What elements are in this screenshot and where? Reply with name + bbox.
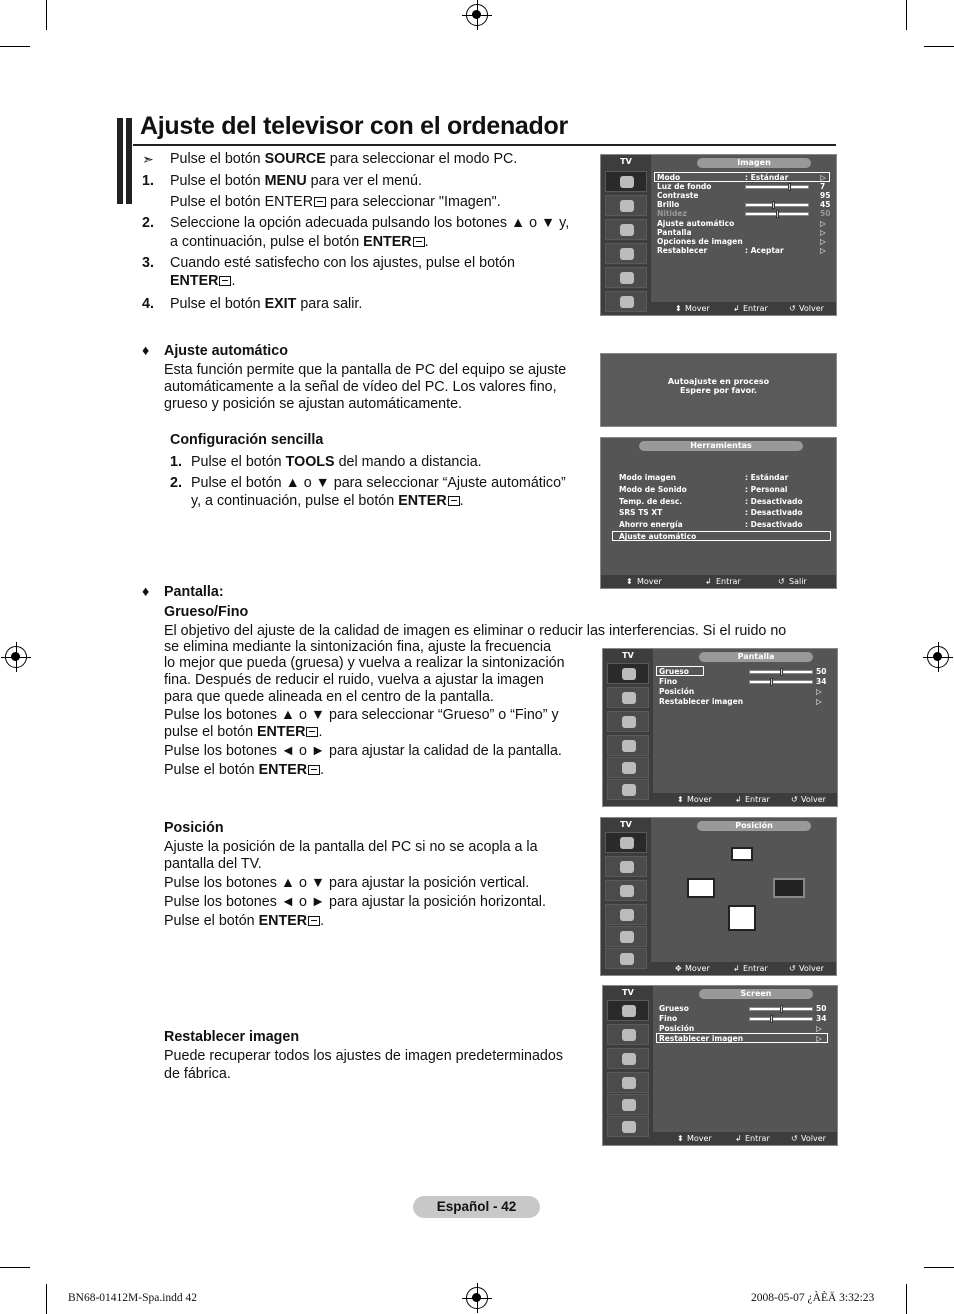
registration-mark-icon xyxy=(927,646,949,668)
osd-header: Herramientas xyxy=(639,441,803,451)
arrow-right-icon: ▷ xyxy=(820,219,826,228)
osd-imagen-menu xyxy=(600,154,837,316)
paragraph-line: Esta función permite que la pantalla de PC del equipo se ajuste xyxy=(164,362,567,378)
crop-mark xyxy=(0,1267,30,1268)
page-title: Ajuste del televisor con el ordenador xyxy=(140,112,568,140)
support-icon xyxy=(607,1116,649,1137)
step-number: 2. xyxy=(142,215,154,231)
osd-slider xyxy=(749,1017,813,1021)
section-heading: Pantalla: xyxy=(164,584,224,600)
osd-row-label: Opciones de imagen xyxy=(657,237,743,246)
osd-row-value: 7 xyxy=(820,182,826,191)
title-rule xyxy=(133,144,836,146)
paragraph-line: pantalla del TV. xyxy=(164,856,262,872)
paragraph-line: Pulse el botón ENTER . xyxy=(164,913,325,929)
paragraph-line: Pulse los botones ▲ o ▼ para seleccionar “Grueso” o “Fino” y xyxy=(164,707,559,723)
crop-mark xyxy=(924,1267,954,1268)
osd-row-label: Restablecer imagen xyxy=(659,697,744,706)
osd-slider xyxy=(749,670,813,674)
return-icon: ↺ xyxy=(791,795,798,804)
input-icon xyxy=(607,757,649,778)
osd-row-value: 34 xyxy=(816,677,827,686)
position-right-icon xyxy=(773,878,805,898)
osd-header: Imagen xyxy=(697,158,811,168)
enter-icon: ↲ xyxy=(735,1134,742,1143)
title-accent-bar xyxy=(117,118,123,204)
section-heading: Posición xyxy=(164,820,224,836)
channel-icon xyxy=(607,711,649,732)
config-step-1: Pulse el botón TOOLS del mando a distancia. xyxy=(191,454,482,470)
paragraph-line: pulse el botón ENTER . xyxy=(164,724,323,740)
arrow-right-icon: ▷ xyxy=(816,687,822,696)
enter-icon xyxy=(219,276,231,286)
osd-tv-label: TV xyxy=(601,155,651,168)
osd-row-label: Modo imagen xyxy=(619,473,676,482)
osd-row-label: Posición xyxy=(659,687,695,696)
move-icon: ⬍ xyxy=(675,304,682,313)
input-icon xyxy=(607,1094,649,1115)
osd-row-label: Grueso xyxy=(659,1004,689,1013)
section-heading: Ajuste automático xyxy=(164,343,288,359)
return-icon: ↺ xyxy=(778,577,785,586)
picture-icon xyxy=(607,1000,649,1021)
paragraph-line: Pulse los botones ◄ o ► para ajustar la posición horizontal. xyxy=(164,894,546,910)
paragraph-line: para que quede alineada en el centro de la pantalla. xyxy=(164,689,494,705)
enter-icon: ↲ xyxy=(735,795,742,804)
osd-tv-label: TV xyxy=(603,649,653,662)
return-icon: ↺ xyxy=(791,1134,798,1143)
step-number: 2. xyxy=(170,475,182,491)
setup-icon xyxy=(607,735,649,756)
step-number: 1. xyxy=(142,173,154,189)
osd-row-value: : Desactivado xyxy=(745,497,803,506)
osd-row-value: : Desactivado xyxy=(745,508,803,517)
picture-icon xyxy=(605,832,647,853)
osd-row-label: Pantalla xyxy=(657,228,692,237)
sound-icon xyxy=(605,195,647,216)
page-number-badge: Español - 42 xyxy=(413,1196,540,1218)
paragraph-line: automáticamente a la señal de vídeo del PC. Los valores fino, xyxy=(164,379,557,395)
arrow-right-icon: ▷ xyxy=(816,697,822,706)
arrow-right-icon: ▷ xyxy=(820,228,826,237)
registration-mark-icon xyxy=(466,1287,488,1309)
support-icon xyxy=(607,779,649,800)
channel-icon xyxy=(607,1048,649,1069)
osd-row-value: : Aceptar xyxy=(745,246,784,255)
config-step-2-line1: Pulse el botón ▲ o ▼ para seleccionar “Ajuste automático” xyxy=(191,475,566,491)
osd-slider xyxy=(745,212,809,216)
paragraph-line: se elimina mediante la sintonización fina, ajuste la frecuencia xyxy=(164,639,552,655)
support-icon xyxy=(605,948,647,969)
osd-row-label: Luz de fondo xyxy=(657,182,712,191)
paragraph-line: Ajuste la posición de la pantalla del PC si no se acopla a la xyxy=(164,839,538,855)
sound-icon xyxy=(607,1024,649,1045)
osd-row-label: Fino xyxy=(659,677,678,686)
step-4: Pulse el botón EXIT para salir. xyxy=(170,296,363,312)
arrow-right-icon: ▷ xyxy=(820,246,826,255)
osd-row-label: Posición xyxy=(659,1024,695,1033)
crop-mark xyxy=(906,1284,907,1314)
paragraph-line: Pulse los botones ◄ o ► para ajustar la calidad de la pantalla. xyxy=(164,743,562,759)
osd-row-label: Ahorro energía xyxy=(619,520,683,529)
osd-row-value: : Personal xyxy=(745,485,788,494)
crop-mark xyxy=(0,46,30,47)
enter-icon: ↲ xyxy=(733,304,740,313)
enter-icon xyxy=(306,727,318,737)
registration-mark-icon xyxy=(466,4,488,26)
move-icon: ⬍ xyxy=(677,795,684,804)
osd-posicion-menu xyxy=(600,817,837,976)
input-icon xyxy=(605,267,647,288)
enter-icon xyxy=(413,237,425,247)
osd-header: Pantalla xyxy=(699,652,813,662)
osd-row-label: SRS TS XT xyxy=(619,508,663,517)
arrow-right-icon: ▷ xyxy=(820,237,826,246)
paragraph-line: de fábrica. xyxy=(164,1066,231,1082)
osd-row-value: 50 xyxy=(816,667,827,676)
bullet-icon: ♦ xyxy=(142,343,150,359)
osd-autoadjust-message xyxy=(600,353,837,427)
move-icon: ✥ xyxy=(675,964,682,973)
footer-file: BN68-01412M-Spa.indd 42 xyxy=(68,1292,198,1304)
channel-icon xyxy=(605,219,647,240)
osd-row-label: Restablecer imagen xyxy=(659,1034,744,1043)
crop-mark xyxy=(906,0,907,30)
move-icon: ⬍ xyxy=(626,577,633,586)
sub-heading: Grueso/Fino xyxy=(164,604,249,620)
step-2-line2: a continuación, pulse el botón ENTER . xyxy=(170,234,429,250)
step-intro: Pulse el botón SOURCE para seleccionar el modo PC. xyxy=(170,151,518,167)
osd-row-label: Ajuste automático xyxy=(657,219,735,228)
step-number: 1. xyxy=(170,454,182,470)
position-up-icon xyxy=(731,847,753,861)
osd-row-label: Contraste xyxy=(657,191,699,200)
osd-footer: ✥ Mover ↲ Entrar ↺ Volver xyxy=(651,962,836,975)
crop-mark xyxy=(46,0,47,30)
osd-footer: ⬍ Mover ↲ Entrar ↺ Salir xyxy=(601,575,836,588)
enter-icon xyxy=(448,496,460,506)
osd-row-label: Nitidez xyxy=(657,209,687,218)
osd-row-value: : Desactivado xyxy=(745,520,803,529)
osd-slider xyxy=(745,185,809,189)
registration-mark-icon xyxy=(5,646,27,668)
osd-row-value: 45 xyxy=(820,200,831,209)
osd-row-label: Modo de Sonido xyxy=(619,485,687,494)
paragraph-line: Puede recuperar todos los ajustes de imagen predeterminados xyxy=(164,1048,563,1064)
step-1: Pulse el botón MENU para ver el menú. xyxy=(170,173,422,189)
osd-row-value: 95 xyxy=(820,191,831,200)
osd-row-value: 50 xyxy=(816,1004,827,1013)
paragraph-line: Pulse el botón ENTER . xyxy=(164,762,325,778)
osd-row-label: Brillo xyxy=(657,200,680,209)
osd-selection xyxy=(654,172,830,182)
channel-icon xyxy=(605,880,647,901)
support-icon xyxy=(605,291,647,312)
arrow-right-icon: ▷ xyxy=(816,1024,822,1033)
step-3-line2: ENTER . xyxy=(170,273,236,289)
setup-icon xyxy=(605,243,647,264)
enter-icon xyxy=(308,916,320,926)
osd-footer: ⬍ Mover ↲ Entrar ↺ Volver xyxy=(653,793,837,806)
paragraph-line: grueso y posición se ajustan automáticamente. xyxy=(164,396,463,412)
osd-header: Posición xyxy=(697,821,811,831)
setup-icon xyxy=(607,1072,649,1093)
setup-icon xyxy=(605,904,647,925)
osd-tv-label: TV xyxy=(601,818,651,831)
position-left-icon xyxy=(687,878,715,898)
osd-row-label: Restablecer xyxy=(657,246,708,255)
osd-footer: ⬍ Mover ↲ Entrar ↺ Volver xyxy=(653,1132,837,1145)
step-number: 4. xyxy=(142,296,154,312)
section-heading: Restablecer imagen xyxy=(164,1029,300,1045)
paragraph-line: lo mejor que pueda (gruesa) y vuelva a realizar la sintonización xyxy=(164,655,565,671)
osd-message: Espere por favor. xyxy=(680,386,757,395)
osd-pantalla-menu xyxy=(602,648,838,807)
sound-icon xyxy=(605,856,647,877)
bullet-icon: ♦ xyxy=(142,584,150,600)
title-accent-bar xyxy=(126,118,132,204)
config-step-2-line2: y, a continuación, pulse el botón ENTER . xyxy=(191,493,464,509)
move-icon: ⬍ xyxy=(677,1134,684,1143)
osd-row-value: : Estándar xyxy=(745,473,789,482)
paragraph-line: fina. Después de reducir el ruido, vuelva a ajustar la imagen xyxy=(164,672,544,688)
osd-screen-menu xyxy=(602,985,838,1146)
osd-slider xyxy=(745,203,809,207)
step-1b: Pulse el botón ENTER para seleccionar "Imagen". xyxy=(170,194,501,210)
osd-row-label: Ajuste automático xyxy=(619,532,697,541)
sound-icon xyxy=(607,687,649,708)
osd-row-value: 34 xyxy=(816,1014,827,1023)
enter-icon xyxy=(314,197,326,207)
enter-icon: ↲ xyxy=(733,964,740,973)
crop-mark xyxy=(924,46,954,47)
osd-message: Autoajuste en proceso xyxy=(667,377,770,386)
arrow-right-icon: ▷ xyxy=(820,173,826,182)
osd-header: Screen xyxy=(699,989,813,999)
osd-slider xyxy=(749,680,813,684)
return-icon: ↺ xyxy=(789,304,796,313)
step-2-line1: Seleccione la opción adecuada pulsando los botones ▲ o ▼ y, xyxy=(170,215,570,231)
osd-footer: ⬍ Mover ↲ Entrar ↺ Volver xyxy=(651,302,836,315)
osd-tv-label: TV xyxy=(603,986,653,999)
osd-row-value: : Estándar xyxy=(745,173,789,182)
footer-date: 2008-05-07 ¿ÀÈÄ 3:32:23 xyxy=(751,1292,875,1304)
arrow-right-icon: ▷ xyxy=(816,1034,822,1043)
enter-icon: ↲ xyxy=(705,577,712,586)
osd-row-label: Modo xyxy=(657,173,681,182)
enter-icon xyxy=(308,765,320,775)
paragraph-line: El objetivo del ajuste de la calidad de imagen es eliminar o reducir las interferencias. Si el ruido no xyxy=(164,623,787,639)
crop-mark xyxy=(46,1284,47,1314)
picture-icon xyxy=(607,663,649,684)
osd-row-label: Temp. de desc. xyxy=(619,497,683,506)
return-icon: ↺ xyxy=(789,964,796,973)
paragraph-line: Pulse los botones ▲ o ▼ para ajustar la posición vertical. xyxy=(164,875,530,891)
osd-row-value: 50 xyxy=(820,209,831,218)
position-down-icon xyxy=(728,905,756,931)
sub-heading: Configuración sencilla xyxy=(170,432,324,448)
osd-row-label: Fino xyxy=(659,1014,678,1023)
osd-row-label: Grueso xyxy=(659,667,689,676)
note-arrow-icon: ➣ xyxy=(142,151,154,167)
step-3-line1: Cuando esté satisfecho con los ajustes, pulse el botón xyxy=(170,255,515,271)
step-number: 3. xyxy=(142,255,154,271)
input-icon xyxy=(605,926,647,947)
picture-icon xyxy=(605,171,647,192)
osd-tools-menu xyxy=(600,437,837,589)
osd-slider xyxy=(749,1007,813,1011)
